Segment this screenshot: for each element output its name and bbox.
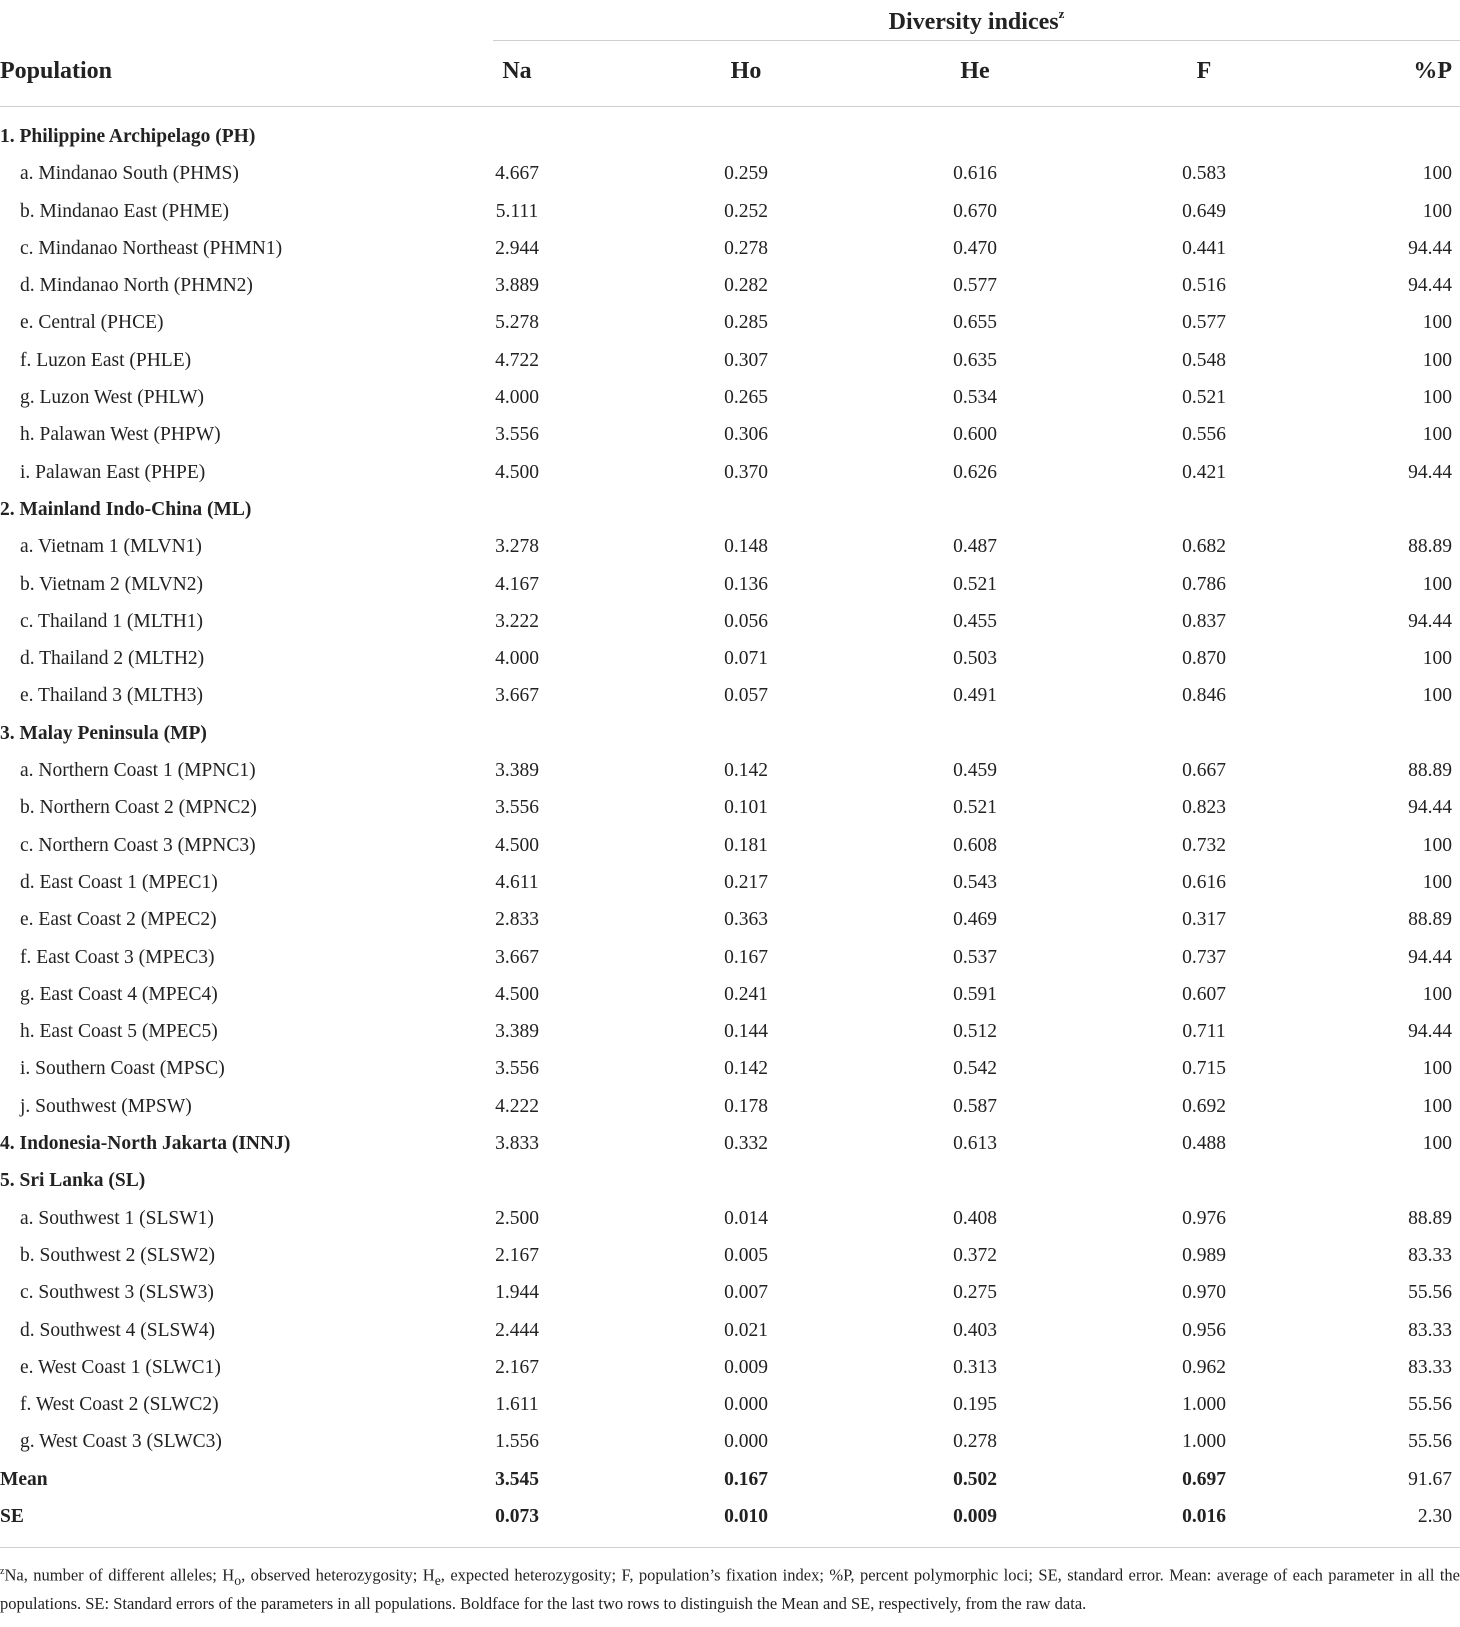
table-group-row — [0, 715, 1460, 752]
cell-na: 2.167 — [495, 1244, 539, 1266]
cell-f: 0.976 — [1182, 1207, 1226, 1229]
population-label: h. Palawan West (PHPW) — [20, 424, 221, 446]
cell-na: 4.611 — [495, 871, 539, 893]
table-summary-row — [0, 1498, 1460, 1535]
cell-ho: 0.148 — [724, 536, 768, 558]
cell-ho: 0.136 — [724, 573, 768, 595]
cell-he: 0.600 — [953, 424, 997, 446]
table-row — [0, 603, 1460, 640]
cell-na: 3.389 — [495, 1021, 539, 1043]
table-summary-row — [0, 1461, 1460, 1498]
table-row — [0, 1088, 1460, 1125]
cell-ho: 0.101 — [724, 797, 768, 819]
population-label: Mean — [0, 1468, 48, 1490]
cell-percent-p: 100 — [1422, 834, 1452, 856]
cell-he: 0.502 — [953, 1468, 997, 1490]
column-header-row — [0, 40, 1460, 107]
cell-f: 0.548 — [1182, 349, 1226, 371]
table-footnote — [0, 1547, 1460, 1627]
population-label: d. Southwest 4 (SLSW4) — [20, 1319, 215, 1341]
cell-f: 0.607 — [1182, 983, 1226, 1005]
cell-percent-p: 55.56 — [1408, 1431, 1452, 1453]
cell-f: 0.516 — [1182, 275, 1226, 297]
cell-na: 4.500 — [495, 983, 539, 1005]
cell-na: 5.111 — [495, 200, 539, 222]
cell-ho: 0.021 — [724, 1319, 768, 1341]
population-label: e. Central (PHCE) — [20, 312, 164, 334]
table-row — [0, 752, 1460, 789]
cell-ho: 0.282 — [724, 275, 768, 297]
cell-na: 2.444 — [495, 1319, 539, 1341]
cell-f: 0.970 — [1182, 1282, 1226, 1304]
cell-f: 1.000 — [1182, 1394, 1226, 1416]
cell-he: 0.591 — [953, 983, 997, 1005]
cell-he: 0.009 — [953, 1505, 997, 1527]
cell-he: 0.543 — [953, 871, 997, 893]
cell-ho: 0.306 — [724, 424, 768, 446]
cell-he: 0.626 — [953, 461, 997, 483]
cell-na: 4.000 — [495, 648, 539, 670]
cell-f: 0.837 — [1182, 610, 1226, 632]
cell-percent-p: 100 — [1422, 424, 1452, 446]
cell-he: 0.537 — [953, 946, 997, 968]
cell-he: 0.542 — [953, 1058, 997, 1080]
cell-na: 5.278 — [495, 312, 539, 334]
table-row — [0, 939, 1460, 976]
cell-he: 0.459 — [953, 760, 997, 782]
cell-na: 4.167 — [495, 573, 539, 595]
cell-f: 0.441 — [1182, 237, 1226, 259]
cell-na: 3.889 — [495, 275, 539, 297]
cell-na: 3.556 — [495, 1058, 539, 1080]
cell-percent-p: 100 — [1422, 349, 1452, 371]
cell-percent-p: 88.89 — [1408, 1207, 1452, 1229]
cell-he: 0.613 — [953, 1133, 997, 1155]
table-row — [0, 1013, 1460, 1050]
cell-na: 3.556 — [495, 424, 539, 446]
col-header-population: Population — [0, 58, 113, 84]
footnote-sub-e: e — [434, 1572, 441, 1588]
cell-f: 0.956 — [1182, 1319, 1226, 1341]
population-label: 1. Philippine Archipelago (PH) — [0, 126, 256, 147]
cell-na: 4.500 — [495, 834, 539, 856]
table-body — [0, 118, 1460, 1535]
footnote-text: , expected heterozygosity; F, population’s fixation index; %P, percent polymorphic loci; SE, standard error. Mean: average of each parameter in all the populations. SE: Standard errors of the parameters in all populations. Boldface for the last two rows to distinguish the Mean and SE, respectively, from the raw data. — [0, 1565, 1460, 1613]
cell-ho: 0.241 — [724, 983, 768, 1005]
cell-percent-p: 94.44 — [1408, 610, 1452, 632]
cell-na: 4.000 — [495, 387, 539, 409]
cell-ho: 0.009 — [724, 1356, 768, 1378]
cell-na: 1.611 — [495, 1394, 539, 1416]
population-label: b. Southwest 2 (SLSW2) — [20, 1244, 215, 1266]
table-group-row — [0, 1162, 1460, 1199]
population-label: 3. Malay Peninsula (MP) — [0, 722, 207, 744]
table-row — [0, 193, 1460, 230]
footnote-sub-o: o — [234, 1572, 242, 1588]
population-label: a. Vietnam 1 (MLVN1) — [20, 536, 202, 558]
cell-percent-p: 100 — [1422, 573, 1452, 595]
col-header-percent-p: %P — [1413, 58, 1452, 84]
population-label: c. Northern Coast 3 (MPNC3) — [20, 834, 256, 856]
cell-percent-p: 2.30 — [1417, 1505, 1452, 1527]
table-row — [0, 976, 1460, 1013]
table-row — [0, 901, 1460, 938]
cell-f: 0.737 — [1182, 946, 1226, 968]
cell-f: 0.846 — [1182, 685, 1226, 707]
cell-ho: 0.005 — [724, 1244, 768, 1266]
cell-he: 0.512 — [953, 1021, 997, 1043]
cell-he: 0.372 — [953, 1244, 997, 1266]
cell-ho: 0.010 — [724, 1505, 768, 1527]
cell-f: 0.823 — [1182, 797, 1226, 819]
table-row — [0, 1050, 1460, 1087]
cell-na: 3.222 — [495, 610, 539, 632]
cell-f: 0.692 — [1182, 1095, 1226, 1117]
table-row — [0, 640, 1460, 677]
cell-f: 0.583 — [1182, 163, 1226, 185]
cell-he: 0.655 — [953, 312, 997, 334]
population-label: e. Thailand 3 (MLTH3) — [20, 685, 204, 707]
cell-he: 0.313 — [953, 1356, 997, 1378]
population-label: i. Palawan East (PHPE) — [20, 461, 206, 483]
cell-percent-p: 55.56 — [1408, 1394, 1452, 1416]
cell-f: 0.317 — [1182, 909, 1226, 931]
population-label: 2. Mainland Indo-China (ML) — [0, 498, 252, 520]
cell-f: 1.000 — [1182, 1431, 1226, 1453]
cell-he: 0.403 — [953, 1319, 997, 1341]
cell-ho: 0.259 — [724, 163, 768, 185]
population-label: a. Southwest 1 (SLSW1) — [20, 1207, 214, 1229]
col-header-ho: Ho — [730, 58, 762, 84]
cell-na: 3.667 — [495, 685, 539, 707]
cell-percent-p: 100 — [1422, 871, 1452, 893]
cell-percent-p: 100 — [1422, 685, 1452, 707]
cell-f: 0.732 — [1182, 834, 1226, 856]
population-label: e. East Coast 2 (MPEC2) — [20, 909, 217, 931]
cell-f: 0.667 — [1182, 760, 1226, 782]
cell-percent-p: 100 — [1422, 1095, 1452, 1117]
cell-ho: 0.000 — [724, 1394, 768, 1416]
population-label: f. East Coast 3 (MPEC3) — [20, 946, 215, 968]
population-label: SE — [0, 1505, 24, 1527]
cell-he: 0.503 — [953, 648, 997, 670]
cell-percent-p: 94.44 — [1408, 1021, 1452, 1043]
cell-ho: 0.007 — [724, 1282, 768, 1304]
cell-percent-p: 83.33 — [1408, 1319, 1452, 1341]
cell-ho: 0.071 — [724, 648, 768, 670]
cell-f: 0.870 — [1182, 648, 1226, 670]
cell-he: 0.275 — [953, 1282, 997, 1304]
cell-f: 0.488 — [1182, 1133, 1226, 1155]
diversity-indices-header — [493, 0, 1460, 41]
table-row — [0, 1386, 1460, 1423]
cell-na: 2.833 — [495, 909, 539, 931]
cell-percent-p: 83.33 — [1408, 1244, 1452, 1266]
cell-percent-p: 83.33 — [1408, 1356, 1452, 1378]
table-group-row — [0, 118, 1460, 155]
cell-na: 2.167 — [495, 1356, 539, 1378]
col-header-he: He — [960, 58, 990, 84]
cell-ho: 0.252 — [724, 200, 768, 222]
cell-ho: 0.057 — [724, 685, 768, 707]
cell-percent-p: 88.89 — [1408, 909, 1452, 931]
cell-f: 0.711 — [1182, 1021, 1226, 1043]
table-row — [0, 1423, 1460, 1460]
col-header-f: F — [1196, 58, 1212, 84]
cell-f: 0.649 — [1182, 200, 1226, 222]
cell-he: 0.521 — [953, 797, 997, 819]
cell-he: 0.521 — [953, 573, 997, 595]
footnote-text: , observed heterozygosity; H — [241, 1565, 435, 1585]
footnote-text: Na, number of different alleles; H — [4, 1565, 235, 1585]
cell-he: 0.278 — [953, 1431, 997, 1453]
cell-percent-p: 94.44 — [1408, 237, 1452, 259]
table-row — [0, 267, 1460, 304]
cell-na: 3.278 — [495, 536, 539, 558]
cell-na: 3.667 — [495, 946, 539, 968]
cell-ho: 0.307 — [724, 349, 768, 371]
cell-he: 0.470 — [953, 237, 997, 259]
cell-he: 0.491 — [953, 685, 997, 707]
cell-na: 4.722 — [495, 349, 539, 371]
table-row — [0, 416, 1460, 453]
cell-f: 0.697 — [1182, 1468, 1226, 1490]
cell-percent-p: 94.44 — [1408, 461, 1452, 483]
population-label: c. Southwest 3 (SLSW3) — [20, 1282, 214, 1304]
cell-ho: 0.363 — [724, 909, 768, 931]
cell-he: 0.577 — [953, 275, 997, 297]
cell-ho: 0.056 — [724, 610, 768, 632]
cell-na: 3.556 — [495, 797, 539, 819]
cell-he: 0.534 — [953, 387, 997, 409]
cell-he: 0.487 — [953, 536, 997, 558]
table-row — [0, 789, 1460, 826]
cell-na: 4.222 — [495, 1095, 539, 1117]
cell-na: 3.389 — [495, 760, 539, 782]
cell-ho: 0.167 — [724, 946, 768, 968]
cell-f: 0.421 — [1182, 461, 1226, 483]
table-row — [0, 1200, 1460, 1237]
cell-ho: 0.000 — [724, 1431, 768, 1453]
cell-na: 3.833 — [495, 1133, 539, 1155]
population-label: c. Thailand 1 (MLTH1) — [20, 610, 204, 632]
table-row — [0, 304, 1460, 341]
population-label: e. West Coast 1 (SLWC1) — [20, 1356, 221, 1378]
cell-ho: 0.285 — [724, 312, 768, 334]
cell-na: 0.073 — [495, 1505, 539, 1527]
cell-percent-p: 100 — [1422, 1133, 1452, 1155]
cell-ho: 0.370 — [724, 461, 768, 483]
population-label: h. East Coast 5 (MPEC5) — [20, 1021, 218, 1043]
cell-percent-p: 100 — [1422, 983, 1452, 1005]
cell-percent-p: 100 — [1422, 648, 1452, 670]
cell-percent-p: 100 — [1422, 312, 1452, 334]
cell-he: 0.616 — [953, 163, 997, 185]
population-label: b. Northern Coast 2 (MPNC2) — [20, 797, 257, 819]
cell-percent-p: 100 — [1422, 163, 1452, 185]
cell-f: 0.682 — [1182, 536, 1226, 558]
cell-percent-p: 100 — [1422, 387, 1452, 409]
cell-na: 3.545 — [495, 1468, 539, 1490]
cell-he: 0.195 — [953, 1394, 997, 1416]
cell-f: 0.577 — [1182, 312, 1226, 334]
cell-he: 0.469 — [953, 909, 997, 931]
cell-ho: 0.217 — [724, 871, 768, 893]
cell-f: 0.616 — [1182, 871, 1226, 893]
cell-f: 0.016 — [1182, 1505, 1226, 1527]
cell-ho: 0.142 — [724, 760, 768, 782]
col-header-na: Na — [502, 58, 532, 84]
cell-f: 0.786 — [1182, 573, 1226, 595]
table-row — [0, 1312, 1460, 1349]
population-label: f. Luzon East (PHLE) — [20, 349, 192, 371]
footnote-mark: z — [1058, 6, 1065, 21]
cell-na: 1.556 — [495, 1431, 539, 1453]
cell-ho: 0.278 — [724, 237, 768, 259]
cell-na: 4.667 — [495, 163, 539, 185]
population-label: d. Mindanao North (PHMN2) — [20, 275, 253, 297]
footnote-mark: z — [0, 1566, 5, 1577]
table-row — [0, 1349, 1460, 1386]
cell-ho: 0.265 — [724, 387, 768, 409]
cell-f: 0.715 — [1182, 1058, 1226, 1080]
table-row — [0, 1274, 1460, 1311]
table-row — [0, 379, 1460, 416]
cell-he: 0.608 — [953, 834, 997, 856]
cell-he: 0.587 — [953, 1095, 997, 1117]
population-label: b. Vietnam 2 (MLVN2) — [20, 573, 203, 595]
table-row — [0, 342, 1460, 379]
cell-percent-p: 91.67 — [1408, 1468, 1452, 1490]
cell-ho: 0.014 — [724, 1207, 768, 1229]
table-group-row — [0, 1125, 1460, 1162]
population-label: b. Mindanao East (PHME) — [20, 200, 230, 222]
cell-he: 0.408 — [953, 1207, 997, 1229]
cell-ho: 0.167 — [724, 1468, 768, 1490]
cell-percent-p: 88.89 — [1408, 536, 1452, 558]
cell-he: 0.635 — [953, 349, 997, 371]
population-label: 5. Sri Lanka (SL) — [0, 1170, 146, 1192]
cell-percent-p: 55.56 — [1408, 1282, 1452, 1304]
population-label: a. Northern Coast 1 (MPNC1) — [20, 760, 256, 782]
cell-percent-p: 94.44 — [1408, 797, 1452, 819]
population-label: g. Luzon West (PHLW) — [20, 387, 205, 409]
population-label: d. East Coast 1 (MPEC1) — [20, 871, 218, 893]
population-label: c. Mindanao Northeast (PHMN1) — [20, 237, 283, 259]
population-label: i. Southern Coast (MPSC) — [20, 1058, 225, 1080]
population-label: a. Mindanao South (PHMS) — [20, 163, 239, 185]
table-group-row — [0, 491, 1460, 528]
cell-percent-p: 100 — [1422, 200, 1452, 222]
population-label: j. Southwest (MPSW) — [20, 1095, 192, 1117]
cell-ho: 0.178 — [724, 1095, 768, 1117]
cell-ho: 0.142 — [724, 1058, 768, 1080]
table-row — [0, 1237, 1460, 1274]
cell-na: 2.944 — [495, 237, 539, 259]
population-label: 4. Indonesia-North Jakarta (INNJ) — [0, 1133, 291, 1155]
population-label: d. Thailand 2 (MLTH2) — [20, 648, 205, 670]
cell-ho: 0.181 — [724, 834, 768, 856]
cell-ho: 0.332 — [724, 1133, 768, 1155]
table-row — [0, 827, 1460, 864]
population-label: f. West Coast 2 (SLWC2) — [20, 1394, 219, 1416]
population-label: g. West Coast 3 (SLWC3) — [20, 1431, 222, 1453]
cell-na: 2.500 — [495, 1207, 539, 1229]
cell-percent-p: 94.44 — [1408, 275, 1452, 297]
cell-percent-p: 94.44 — [1408, 946, 1452, 968]
table-row — [0, 528, 1460, 565]
cell-na: 4.500 — [495, 461, 539, 483]
cell-percent-p: 88.89 — [1408, 760, 1452, 782]
table-row — [0, 864, 1460, 901]
cell-na: 1.944 — [495, 1282, 539, 1304]
diversity-indices-label: Diversity indices — [888, 9, 1059, 35]
table-row — [0, 566, 1460, 603]
cell-he: 0.670 — [953, 200, 997, 222]
table-row — [0, 230, 1460, 267]
cell-ho: 0.144 — [724, 1021, 768, 1043]
cell-he: 0.455 — [953, 610, 997, 632]
table-row — [0, 454, 1460, 491]
cell-f: 0.989 — [1182, 1244, 1226, 1266]
table-row — [0, 155, 1460, 192]
cell-f: 0.962 — [1182, 1356, 1226, 1378]
population-label: g. East Coast 4 (MPEC4) — [20, 983, 218, 1005]
cell-f: 0.521 — [1182, 387, 1226, 409]
cell-percent-p: 100 — [1422, 1058, 1452, 1080]
cell-f: 0.556 — [1182, 424, 1226, 446]
table-row — [0, 677, 1460, 714]
